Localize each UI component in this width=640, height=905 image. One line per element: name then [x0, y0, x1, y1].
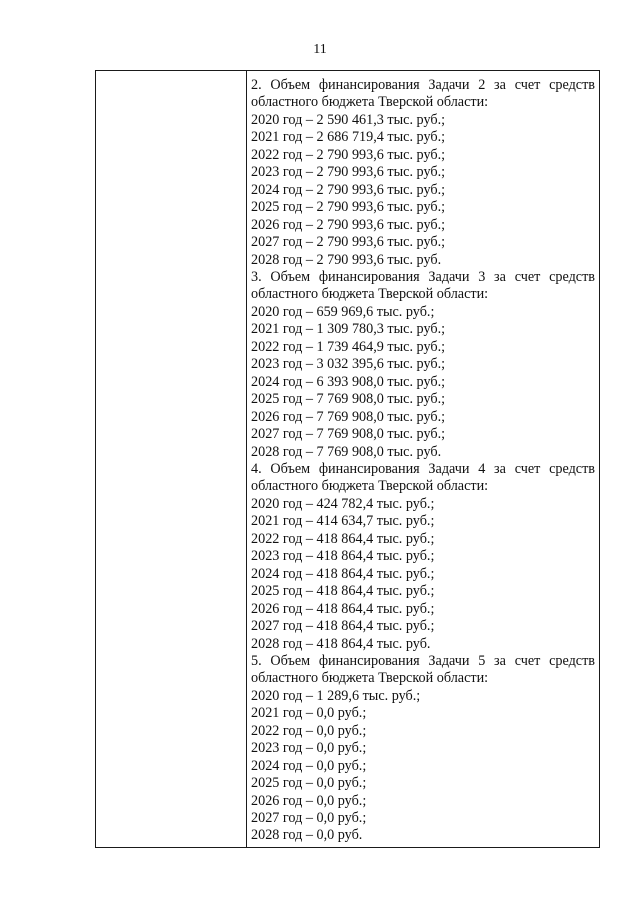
- year-amount-line: 2022 год – 0,0 руб.;: [251, 722, 367, 739]
- financing-section-task-2: [251, 77, 595, 269]
- financing-section-task-5: [251, 653, 595, 845]
- section-heading-continuation: областного бюджета Тверской области:: [251, 478, 489, 495]
- year-amount-line: 2025 год – 7 769 908,0 тыс. руб.;: [251, 391, 446, 408]
- year-amount-line: 2025 год – 418 864,4 тыс. руб.;: [251, 583, 435, 600]
- year-amount-line: 2023 год – 3 032 395,6 тыс. руб.;: [251, 356, 446, 373]
- financing-section-task-3: [251, 269, 595, 461]
- financing-section-task-4: [251, 461, 595, 653]
- year-amount-line: 2025 год – 0,0 руб.;: [251, 775, 367, 792]
- year-amount-line: 2021 год – 0,0 руб.;: [251, 705, 367, 722]
- financing-table: [95, 70, 600, 848]
- section-heading-continuation: областного бюджета Тверской области:: [251, 286, 489, 303]
- year-amount-line: 2024 год – 0,0 руб.;: [251, 757, 367, 774]
- year-amount-line: 2028 год – 2 790 993,6 тыс. руб.: [251, 251, 442, 268]
- year-amount-line: 2020 год – 1 289,6 тыс. руб.;: [251, 687, 421, 704]
- year-amount-line: 2023 год – 418 864,4 тыс. руб.;: [251, 548, 435, 565]
- section-heading-continuation: областного бюджета Тверской области:: [251, 94, 489, 111]
- year-amount-line: 2020 год – 659 969,6 тыс. руб.;: [251, 303, 435, 320]
- section-heading-continuation: областного бюджета Тверской области:: [251, 670, 489, 687]
- year-amount-line: 2026 год – 418 864,4 тыс. руб.;: [251, 600, 435, 617]
- year-amount-line: 2024 год – 418 864,4 тыс. руб.;: [251, 565, 435, 582]
- table-left-cell: [96, 71, 246, 847]
- year-amount-line: 2021 год – 1 309 780,3 тыс. руб.;: [251, 321, 446, 338]
- year-amount-line: 2023 год – 2 790 993,6 тыс. руб.;: [251, 164, 446, 181]
- year-amount-line: 2027 год – 418 864,4 тыс. руб.;: [251, 618, 435, 635]
- section-heading: 5. Объем финансирования Задачи 5 за счет средств: [251, 652, 595, 669]
- year-amount-line: 2026 год – 2 790 993,6 тыс. руб.;: [251, 216, 446, 233]
- year-amount-line: 2027 год – 2 790 993,6 тыс. руб.;: [251, 234, 446, 251]
- year-amount-line: 2026 год – 7 769 908,0 тыс. руб.;: [251, 408, 446, 425]
- section-heading: 2. Объем финансирования Задачи 2 за счет средств: [251, 77, 595, 93]
- column-divider: [246, 71, 247, 847]
- year-amount-line: 2028 год – 418 864,4 тыс. руб.: [251, 635, 431, 652]
- section-heading: 3. Объем финансирования Задачи 3 за счет средств: [251, 268, 595, 285]
- year-amount-line: 2024 год – 6 393 908,0 тыс. руб.;: [251, 373, 446, 390]
- year-amount-line: 2024 год – 2 790 993,6 тыс. руб.;: [251, 181, 446, 198]
- year-amount-line: 2027 год – 0,0 руб.;: [251, 810, 367, 827]
- year-amount-line: 2025 год – 2 790 993,6 тыс. руб.;: [251, 199, 446, 216]
- table-right-cell: [251, 77, 595, 845]
- year-amount-line: 2021 год – 414 634,7 тыс. руб.;: [251, 513, 435, 530]
- year-amount-line: 2022 год – 418 864,4 тыс. руб.;: [251, 530, 435, 547]
- year-amount-line: 2021 год – 2 686 719,4 тыс. руб.;: [251, 129, 446, 146]
- year-amount-line: 2022 год – 1 739 464,9 тыс. руб.;: [251, 338, 446, 355]
- year-amount-line: 2028 год – 7 769 908,0 тыс. руб.: [251, 443, 442, 460]
- page-number: 11: [313, 42, 327, 57]
- year-amount-line: 2022 год – 2 790 993,6 тыс. руб.;: [251, 146, 446, 163]
- year-amount-line: 2020 год – 424 782,4 тыс. руб.;: [251, 495, 435, 512]
- year-amount-line: 2026 год – 0,0 руб.;: [251, 792, 367, 809]
- year-amount-line: 2020 год – 2 590 461,3 тыс. руб.;: [251, 111, 446, 128]
- year-amount-line: 2028 год – 0,0 руб.: [251, 827, 363, 844]
- year-amount-line: 2027 год – 7 769 908,0 тыс. руб.;: [251, 426, 446, 443]
- year-amount-line: 2023 год – 0,0 руб.;: [251, 740, 367, 757]
- section-heading: 4. Объем финансирования Задачи 4 за счет средств: [251, 460, 595, 477]
